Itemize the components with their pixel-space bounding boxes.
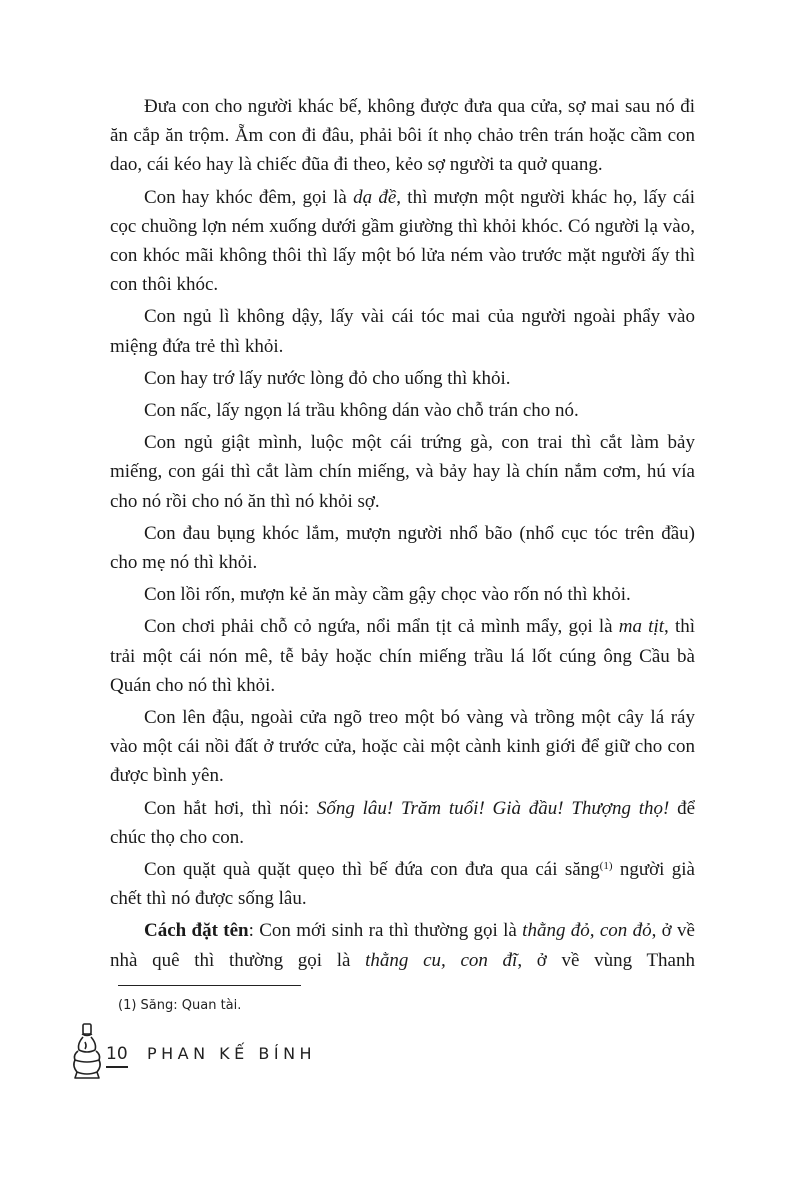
- paragraph: [110, 703, 695, 791]
- running-author: PHAN KẾ BÍNH: [147, 1044, 317, 1063]
- text-run: Con quặt quà quặt quẹo thì bế đứa con đưa qua cái săng: [144, 859, 600, 881]
- text-run: Con ngủ lì không dậy, lấy vài cái tóc mai của người ngoài phẩy vào miệng đứa trẻ thì khỏi.: [110, 306, 695, 357]
- italic-term: thằng đỏ, con đỏ: [522, 920, 652, 942]
- text-run: Con hay trớ lấy nước lòng đỏ cho uống thì khỏi.: [144, 367, 511, 389]
- paragraph: [110, 428, 695, 516]
- italic-term: Sống lâu! Trăm tuổi! Già đầu! Thượng thọ!: [316, 797, 670, 819]
- text-run: Con lồi rốn, mượn kẻ ăn mày cầm gậy chọc vào rốn nó thì khỏi.: [144, 584, 631, 606]
- text-run: Con hay khóc đêm, gọi là: [144, 186, 354, 208]
- text-run: , thì trải một cái nón mê, tễ bảy hoặc chín miếng trầu lá lốt cúng ông Cầu bà Quán cho nó thì khỏi.: [110, 616, 696, 696]
- text-run: để chúc thọ cho con.: [110, 797, 696, 848]
- oil-lamp-icon: [70, 1022, 104, 1080]
- text-run: , ở về vùng Thanh: [517, 949, 695, 971]
- paragraph: [110, 302, 695, 360]
- footnote-divider: [118, 985, 301, 986]
- paragraph: [110, 396, 695, 425]
- paragraph: [110, 916, 695, 974]
- text-run: Con hắt hơi, thì nói:: [144, 797, 317, 819]
- page-number: 10: [106, 1044, 128, 1068]
- paragraph: [110, 794, 695, 852]
- text-run: người già chết thì nó được sống lâu.: [110, 859, 695, 910]
- text-run: , ở về nhà quê thì thường gọi là: [110, 920, 695, 971]
- paragraph: [110, 580, 695, 609]
- italic-term: ma tịt: [618, 616, 665, 638]
- paragraph: [110, 612, 695, 700]
- text-run: Con lên đậu, ngoài cửa ngõ treo một bó vàng và trồng một cây lá ráy vào một cái nồi đất ở trước cửa, hoặc cài một cành kinh giới để giữ cho con được bình yên.: [110, 707, 695, 787]
- body-text: [110, 92, 695, 975]
- paragraph: [110, 92, 695, 180]
- italic-term: dạ đề: [353, 186, 397, 208]
- text-run: , thì mượn một người khác họ, lấy cái cọc chuồng lợn ném xuống dưới gầm giường thì khỏi khóc. Có người lạ vào, con khóc mãi không thôi thì lấy một bó lửa ném vào trước mặt người ấy thì con thôi khóc.: [110, 186, 696, 296]
- paragraph: [110, 519, 695, 577]
- text-run: : Con mới sinh ra thì thường gọi là: [248, 920, 523, 942]
- text-run: Con nấc, lấy ngọn lá trầu không dán vào chỗ trán cho nó.: [144, 400, 579, 422]
- footnote-reference: (1): [599, 860, 613, 873]
- bold-heading: Cách đặt tên: [144, 920, 249, 942]
- footnote: (1) Săng: Quan tài.: [118, 998, 242, 1013]
- paragraph: [110, 364, 695, 393]
- paragraph: [110, 855, 695, 913]
- text-run: Con đau bụng khóc lắm, mượn người nhổ bão (nhổ cục tóc trên đầu) cho mẹ nó thì khỏi.: [110, 522, 695, 574]
- paragraph: [110, 183, 695, 300]
- italic-term: thằng cu, con đĩ: [365, 949, 518, 971]
- text-run: Con chơi phải chỗ cỏ ngứa, nổi mẩn tịt cả mình mẩy, gọi là: [144, 616, 619, 638]
- text-run: Đưa con cho người khác bế, không được đưa qua cửa, sợ mai sau nó đi ăn cắp ăn trộm. Ẵm con đi đâu, phải bôi ít nhọ chảo trên trán hoặc cầm con dao, cái kéo hay là chiếc đũa đi theo, kẻo sợ người ta quở quang.: [110, 96, 695, 176]
- text-run: Con ngủ giật mình, luộc một cái trứng gà, con trai thì cắt làm bảy miếng, con gái thì cắt làm chín miếng, và bảy hay là chín nắm cơm, hú vía cho nó rồi cho nó ăn thì nó khỏi sợ.: [110, 432, 695, 512]
